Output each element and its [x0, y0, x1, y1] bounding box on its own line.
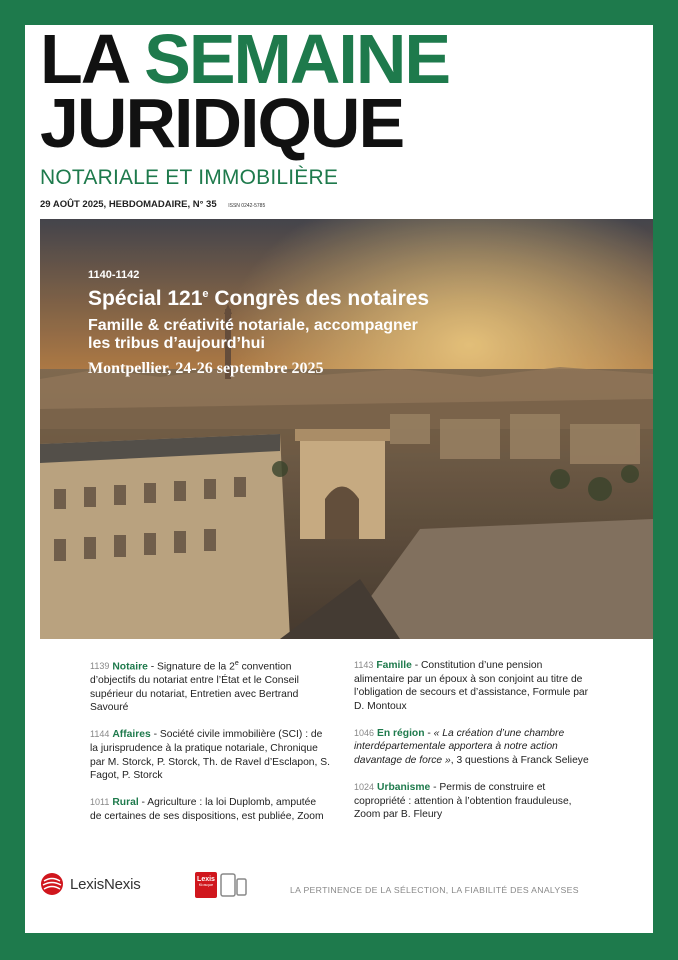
- entry-text-cont: convention d’objectifs du notariat entre l’État et le Conseil supérieur du notariat, Entretien avec Bertrand Savouré: [90, 661, 299, 714]
- publisher-name: LexisNexis: [70, 875, 141, 893]
- hero-subtitle: [88, 317, 429, 354]
- entry-quote: « La création d’une chambre interdépartementale apportera à notre action davantage de force »: [354, 727, 565, 767]
- hero-place: Montpellier, 24-26 septembre 2025: [88, 359, 324, 377]
- green-side-strip: [650, 242, 678, 662]
- entry-text-cont: , 3 questions à Franck Selieye: [450, 755, 589, 767]
- hero-title-part2: Congrès des notaires: [208, 287, 430, 310]
- entry-number: 1046: [354, 727, 375, 738]
- title-semaine: SEMAINE: [144, 20, 450, 98]
- lexis-kiosque-badge[interactable]: [195, 870, 247, 905]
- summary-left-column: [90, 659, 330, 836]
- summary-entry[interactable]: [354, 781, 594, 822]
- entry-category: Affaires: [112, 729, 151, 741]
- kiosque-line1: Lexis: [197, 876, 215, 883]
- entry-number: 1011: [90, 796, 110, 807]
- issue-line: [40, 199, 265, 210]
- summary-entry[interactable]: [90, 796, 330, 823]
- lexisnexis-globe-icon: [40, 872, 64, 896]
- kiosque-line2: Kiosque: [198, 882, 214, 887]
- summary-entry[interactable]: [354, 659, 594, 714]
- masthead-subtitle: NOTARIALE ET IMMOBILIÈRE: [40, 166, 339, 189]
- entry-text: - Signature de la 2: [147, 661, 235, 673]
- masthead-title-line2: JURIDIQUE: [40, 84, 404, 162]
- summary-right-column: [354, 659, 594, 835]
- entry-number: 1143: [354, 660, 374, 670]
- entry-category: Urbanisme: [377, 781, 431, 793]
- issue-date: 29 AOÛT 2025, HEBDOMADAIRE, N° 35: [40, 199, 217, 210]
- entry-category: Notaire: [112, 661, 148, 673]
- hero-text-block: [88, 269, 429, 378]
- hero-title: [88, 287, 429, 311]
- hero-reference: 1140-1142: [88, 269, 140, 281]
- hero-title-part1: Spécial 121: [88, 287, 203, 310]
- cover-photo: [40, 219, 653, 639]
- summary-entry[interactable]: [354, 727, 594, 768]
- kiosque-label: [196, 876, 216, 887]
- entry-number: 1024: [354, 781, 375, 792]
- tagline: LA PERTINENCE DE LA SÉLECTION, LA FIABILITÉ DES ANALYSES: [290, 885, 579, 895]
- hero-subtitle-line2: les tribus d’aujourd’hui: [88, 335, 265, 353]
- hero-title-sup: e: [202, 288, 209, 300]
- entry-number: 1139: [90, 661, 110, 672]
- entry-text: - Constitution d’une pension alimentaire par un époux à son conjoint au titre de l’obligation de secours et d’assistance, Formule par D. Montoux: [354, 660, 589, 713]
- entry-text: - Société civile immobilière (SCI) : de la jurisprudence à la pratique notariale, Chronique par M. Storck, P. Storck, Th. de Ravel d’Esclapon, S. Fagot, P. Storck: [90, 729, 330, 782]
- entry-sup: e: [234, 660, 239, 667]
- publisher-logo[interactable]: [40, 872, 141, 896]
- title-la: LA: [40, 20, 127, 98]
- entry-category: Famille: [376, 660, 412, 671]
- summary-entry[interactable]: [90, 728, 330, 783]
- entry-category: En région: [377, 727, 425, 739]
- entry-text: - Permis de construire et copropriété : attention à l’obtention frauduleuse, Zoom par B. Fleury: [354, 781, 572, 821]
- issn: ISSN 0242-5785: [228, 203, 266, 209]
- entry-number: 1144: [90, 729, 110, 740]
- summary-entry[interactable]: [90, 659, 330, 715]
- hero-subtitle-line1: Famille & créativité notariale, accompagner: [88, 317, 418, 334]
- entry-text: -: [424, 727, 434, 739]
- entry-text: - Agriculture : la loi Duplomb, amputée de certaines de ses dispositions, est publiée, Zoom: [90, 796, 324, 822]
- entry-category: Rural: [112, 796, 139, 808]
